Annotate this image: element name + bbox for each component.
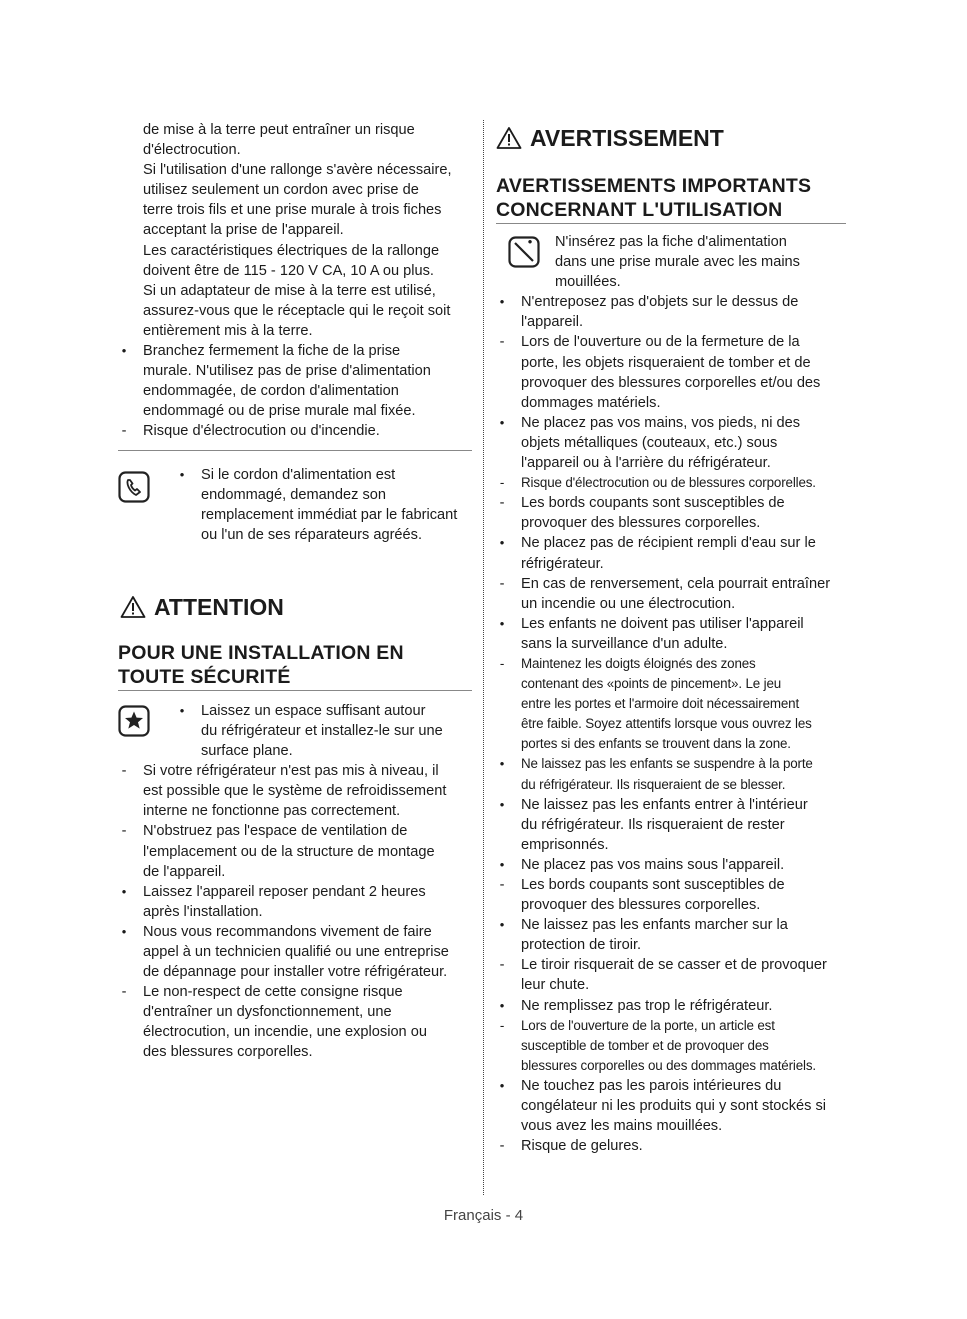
dash-item — [496, 955, 846, 995]
column-divider — [483, 120, 484, 1195]
dash-marker — [496, 493, 508, 513]
bullet-marker — [496, 533, 508, 553]
bullet-item — [118, 922, 472, 982]
dash-marker — [496, 1016, 508, 1036]
text-line: provoquer des blessures corporelles et/ou des — [521, 374, 821, 391]
dash-marker — [118, 982, 130, 1002]
text-line: du réfrigérateur. Ils risqueraient de rester — [521, 816, 785, 833]
text-line: un incendie ou une électrocution. — [521, 595, 736, 612]
text-line: Risque d'électrocution ou d'incendie. — [143, 423, 380, 440]
text-line: emprisonnés. — [521, 836, 609, 853]
bullet-marker — [496, 855, 508, 875]
text-line: acceptant la prise de l'appareil. — [143, 222, 344, 239]
text-line: Si votre réfrigérateur n'est pas mis à niveau, il — [143, 763, 439, 780]
bullet-item — [118, 882, 472, 922]
text-line: endommagée, de cordon d'alimentation — [143, 383, 399, 400]
text-line: du réfrigérateur. Ils risqueraient de se blesser. — [521, 776, 786, 792]
noentry-item — [524, 232, 846, 292]
page-footer: Français - 4 — [443, 1207, 524, 1224]
text-line: après l'installation. — [143, 903, 263, 920]
text-line: endommagé, demandez son — [201, 486, 386, 503]
left-column — [118, 120, 472, 1063]
text-line: dommages matériels. — [521, 394, 661, 411]
dash-item — [496, 473, 846, 493]
text-line: Les enfants ne doivent pas utiliser l'appareil — [521, 615, 804, 632]
text-line: d'entraîner un dysfonctionnement, une — [143, 1004, 392, 1021]
text-line: Si un adaptateur de mise à la terre est utilisé, — [143, 282, 436, 299]
text-line: sans la surveillance d'un adulte. — [521, 635, 728, 652]
text-line: l'appareil ou à l'arrière du réfrigérateur. — [521, 455, 771, 472]
dash-marker — [496, 332, 508, 352]
dash-marker — [496, 654, 508, 674]
dash-item — [496, 875, 846, 915]
text-line: congélateur ni les produits qui y sont stockés si — [521, 1098, 827, 1115]
dash-marker — [496, 875, 508, 895]
dash-marker — [118, 761, 130, 781]
text-line: leur chute. — [521, 977, 590, 994]
text-line: remplacement immédiat par le fabricant — [201, 506, 458, 523]
text-line: Les bords coupants sont susceptibles de — [521, 877, 785, 893]
text-line: assurez-vous que le réceptacle qui le reçoit soit — [143, 302, 451, 319]
text-line: En cas de renversement, cela pourrait entraîner — [521, 575, 831, 592]
text-line: Ne laissez pas les enfants entrer à l'intérieur — [521, 796, 808, 813]
text-line: de dépannage pour installer votre réfrigérateur. — [143, 964, 448, 981]
continued-paragraph — [143, 120, 472, 341]
text-line: mouillées. — [555, 274, 621, 291]
bullet-marker — [496, 292, 508, 312]
bullet-item — [496, 754, 846, 794]
bullet-item — [496, 795, 846, 855]
bullet-marker — [496, 795, 508, 815]
text-line: Risque de gelures. — [521, 1138, 643, 1155]
text-line: Les caractéristiques électriques de la rallonge — [143, 242, 440, 259]
text-line: Ne placez pas vos mains sous l'appareil. — [521, 856, 785, 873]
warning-triangle-icon — [496, 126, 522, 150]
text-line: provoquer des blessures corporelles. — [521, 515, 761, 532]
bullet-marker — [496, 915, 508, 935]
text-line: ou l'un de ses réparateurs agréés. — [201, 526, 423, 543]
continued-text — [118, 120, 472, 341]
text-line: objets métalliques (couteaux, etc.) sous — [521, 434, 778, 451]
text-line: appel à un technicien qualifié ou une entreprise — [143, 944, 449, 960]
text-line: Ne placez pas de récipient rempli d'eau sur le — [521, 535, 816, 552]
right-items — [496, 292, 846, 1156]
dash-item — [496, 1136, 846, 1156]
text-line: Lors de l'ouverture de la porte, un article est — [521, 1017, 775, 1033]
text-line: porte, les objets risqueraient de tomber et de — [521, 354, 811, 371]
dash-item — [118, 982, 472, 1062]
text-line: Les bords coupants sont susceptibles de — [521, 495, 785, 512]
phone-icon — [118, 471, 150, 503]
text-line: Ne laissez pas les enfants marcher sur la — [521, 917, 788, 934]
bullet-item — [496, 292, 846, 332]
star-icon — [118, 705, 150, 737]
bullet-marker — [496, 996, 508, 1016]
text-line: Le tiroir risquerait de se casser et de provoquer — [521, 957, 827, 974]
safe-install-title — [118, 641, 472, 691]
text-line: Risque d'électrocution ou de blessures corporelles. — [521, 475, 816, 491]
text-line: contenant des «points de pincement». Le jeu — [521, 676, 782, 692]
text-line: portes si des enfants se trouvent dans la zone. — [521, 736, 791, 752]
text-line: Ne touchez pas les parois intérieures du — [521, 1077, 782, 1094]
bullet-item — [496, 1076, 846, 1136]
bullet-item — [118, 341, 472, 421]
text-line: TOUTE SÉCURITÉ — [118, 665, 291, 688]
text-line: interne ne fonctionne pas correctement. — [143, 803, 401, 820]
text-line: vous avez les mains mouillées. — [521, 1118, 723, 1135]
text-line: susceptible de tomber et de provoquer des — [521, 1037, 769, 1053]
text-line: Ne placez pas vos mains, vos pieds, ni des — [521, 414, 801, 431]
bullet-item — [496, 413, 846, 473]
text-line: Nous vous recommandons vivement de faire — [143, 923, 432, 940]
text-line: l'emplacement ou de la structure de montage — [143, 843, 435, 860]
bullet-marker — [496, 413, 508, 433]
text-line: POUR UNE INSTALLATION EN — [118, 641, 404, 664]
left-items-1 — [118, 341, 472, 441]
dash-marker — [118, 421, 130, 441]
bullet-marker — [496, 754, 508, 774]
text-line: Si le cordon d'alimentation est — [201, 466, 396, 483]
dash-marker — [496, 955, 508, 975]
text-line: Laissez l'appareil reposer pendant 2 heures — [143, 883, 426, 900]
text-line: murale. N'utilisez pas de prise d'alimentation — [143, 363, 431, 380]
dash-marker — [118, 821, 130, 841]
text-line: Maintenez les doigts éloignés des zones — [521, 655, 756, 671]
bullet-marker — [118, 882, 130, 902]
text-line: réfrigérateur. — [521, 555, 604, 572]
right-column — [496, 120, 846, 1156]
warning-triangle-icon — [120, 595, 146, 619]
attention-heading — [120, 593, 472, 621]
star-item — [176, 701, 472, 761]
text-line: entièrement mis à la terre. — [143, 322, 313, 339]
dash-marker — [496, 1136, 508, 1156]
text-line: AVERTISSEMENTS IMPORTANTS — [496, 175, 812, 197]
text-line: l'appareil. — [521, 314, 584, 331]
usage-title — [496, 174, 846, 224]
text-line: électrocution, un incendie, une explosion ou — [143, 1024, 427, 1041]
bullet-item — [496, 855, 846, 875]
bullet-item — [496, 533, 846, 573]
text-line: CONCERNANT L'UTILISATION — [496, 199, 783, 221]
phone-item — [176, 465, 472, 545]
text-line: Si l'utilisation d'une rallonge s'avère nécessaire, — [143, 162, 452, 179]
star-note — [118, 701, 472, 761]
dash-item — [496, 493, 846, 533]
text-line: Laissez un espace suffisant autour — [201, 702, 426, 719]
bullet-marker — [496, 614, 508, 634]
phone-note — [118, 465, 472, 545]
text-line: Ne laissez pas les enfants se suspendre à la porte — [521, 756, 813, 772]
left-items-2 — [118, 761, 472, 1062]
text-line: Branchez fermement la fiche de la prise — [143, 343, 401, 360]
text-line: surface plane. — [201, 743, 293, 760]
text-line: de mise à la terre peut entraîner un risque — [143, 122, 415, 138]
text-line: Le non-respect de cette consigne risque — [143, 984, 403, 1001]
warning-heading-text: AVERTISSEMENT — [530, 125, 724, 151]
text-line: Ne remplissez pas trop le réfrigérateur. — [521, 997, 773, 1014]
dash-item — [118, 821, 472, 881]
text-line: blessures corporelles ou des dommages matériels. — [521, 1057, 816, 1073]
dash-item — [118, 421, 472, 441]
text-line: Lors de l'ouverture ou de la fermeture de la — [521, 334, 800, 351]
warning-heading — [496, 124, 846, 152]
text-line: dans une prise murale avec les mains — [555, 254, 800, 271]
text-line: du réfrigérateur et installez-le sur une — [201, 722, 443, 739]
text-line: N'insérez pas la fiche d'alimentation — [555, 234, 787, 250]
text-line: des blessures corporelles. — [143, 1044, 313, 1061]
text-line: N'obstruez pas l'espace de ventilation de — [143, 823, 408, 840]
bullet-marker — [118, 922, 130, 942]
text-line: est possible que le système de refroidissement — [143, 783, 447, 800]
text-line: N'entreposez pas d'objets sur le dessus de — [521, 294, 799, 311]
dash-item — [496, 332, 846, 412]
bullet-item — [496, 614, 846, 654]
dash-item — [496, 574, 846, 614]
text-line: entre les portes et l'armoire doit nécessairement — [521, 696, 800, 712]
bullet-item — [496, 915, 846, 955]
dash-item — [496, 654, 846, 754]
text-line: d'électrocution. — [143, 142, 241, 159]
bullet-marker — [496, 1076, 508, 1096]
text-line: de l'appareil. — [143, 863, 226, 880]
text-line: provoquer des blessures corporelles. — [521, 897, 761, 914]
text-line: doivent être de 115 - 120 V CA, 10 A ou plus. — [143, 262, 434, 279]
text-line: être faible. Soyez attentifs lorsque vous ouvrez les — [521, 716, 812, 732]
dash-item — [118, 761, 472, 821]
dash-marker — [496, 574, 508, 594]
text-line: endommagé ou de prise murale mal fixée. — [143, 403, 416, 420]
dash-marker — [496, 473, 508, 493]
section-rule — [118, 450, 472, 451]
noentry-note — [496, 232, 846, 292]
text-line: utilisez seulement un cordon avec prise de — [143, 182, 419, 199]
bullet-item — [496, 996, 846, 1016]
attention-heading-text: ATTENTION — [154, 593, 284, 620]
text-line: terre trois fils et une prise murale à trois fiches — [143, 202, 442, 219]
bullet-marker — [118, 341, 130, 361]
text-line: protection de tiroir. — [521, 937, 642, 954]
dash-item — [496, 1016, 846, 1076]
